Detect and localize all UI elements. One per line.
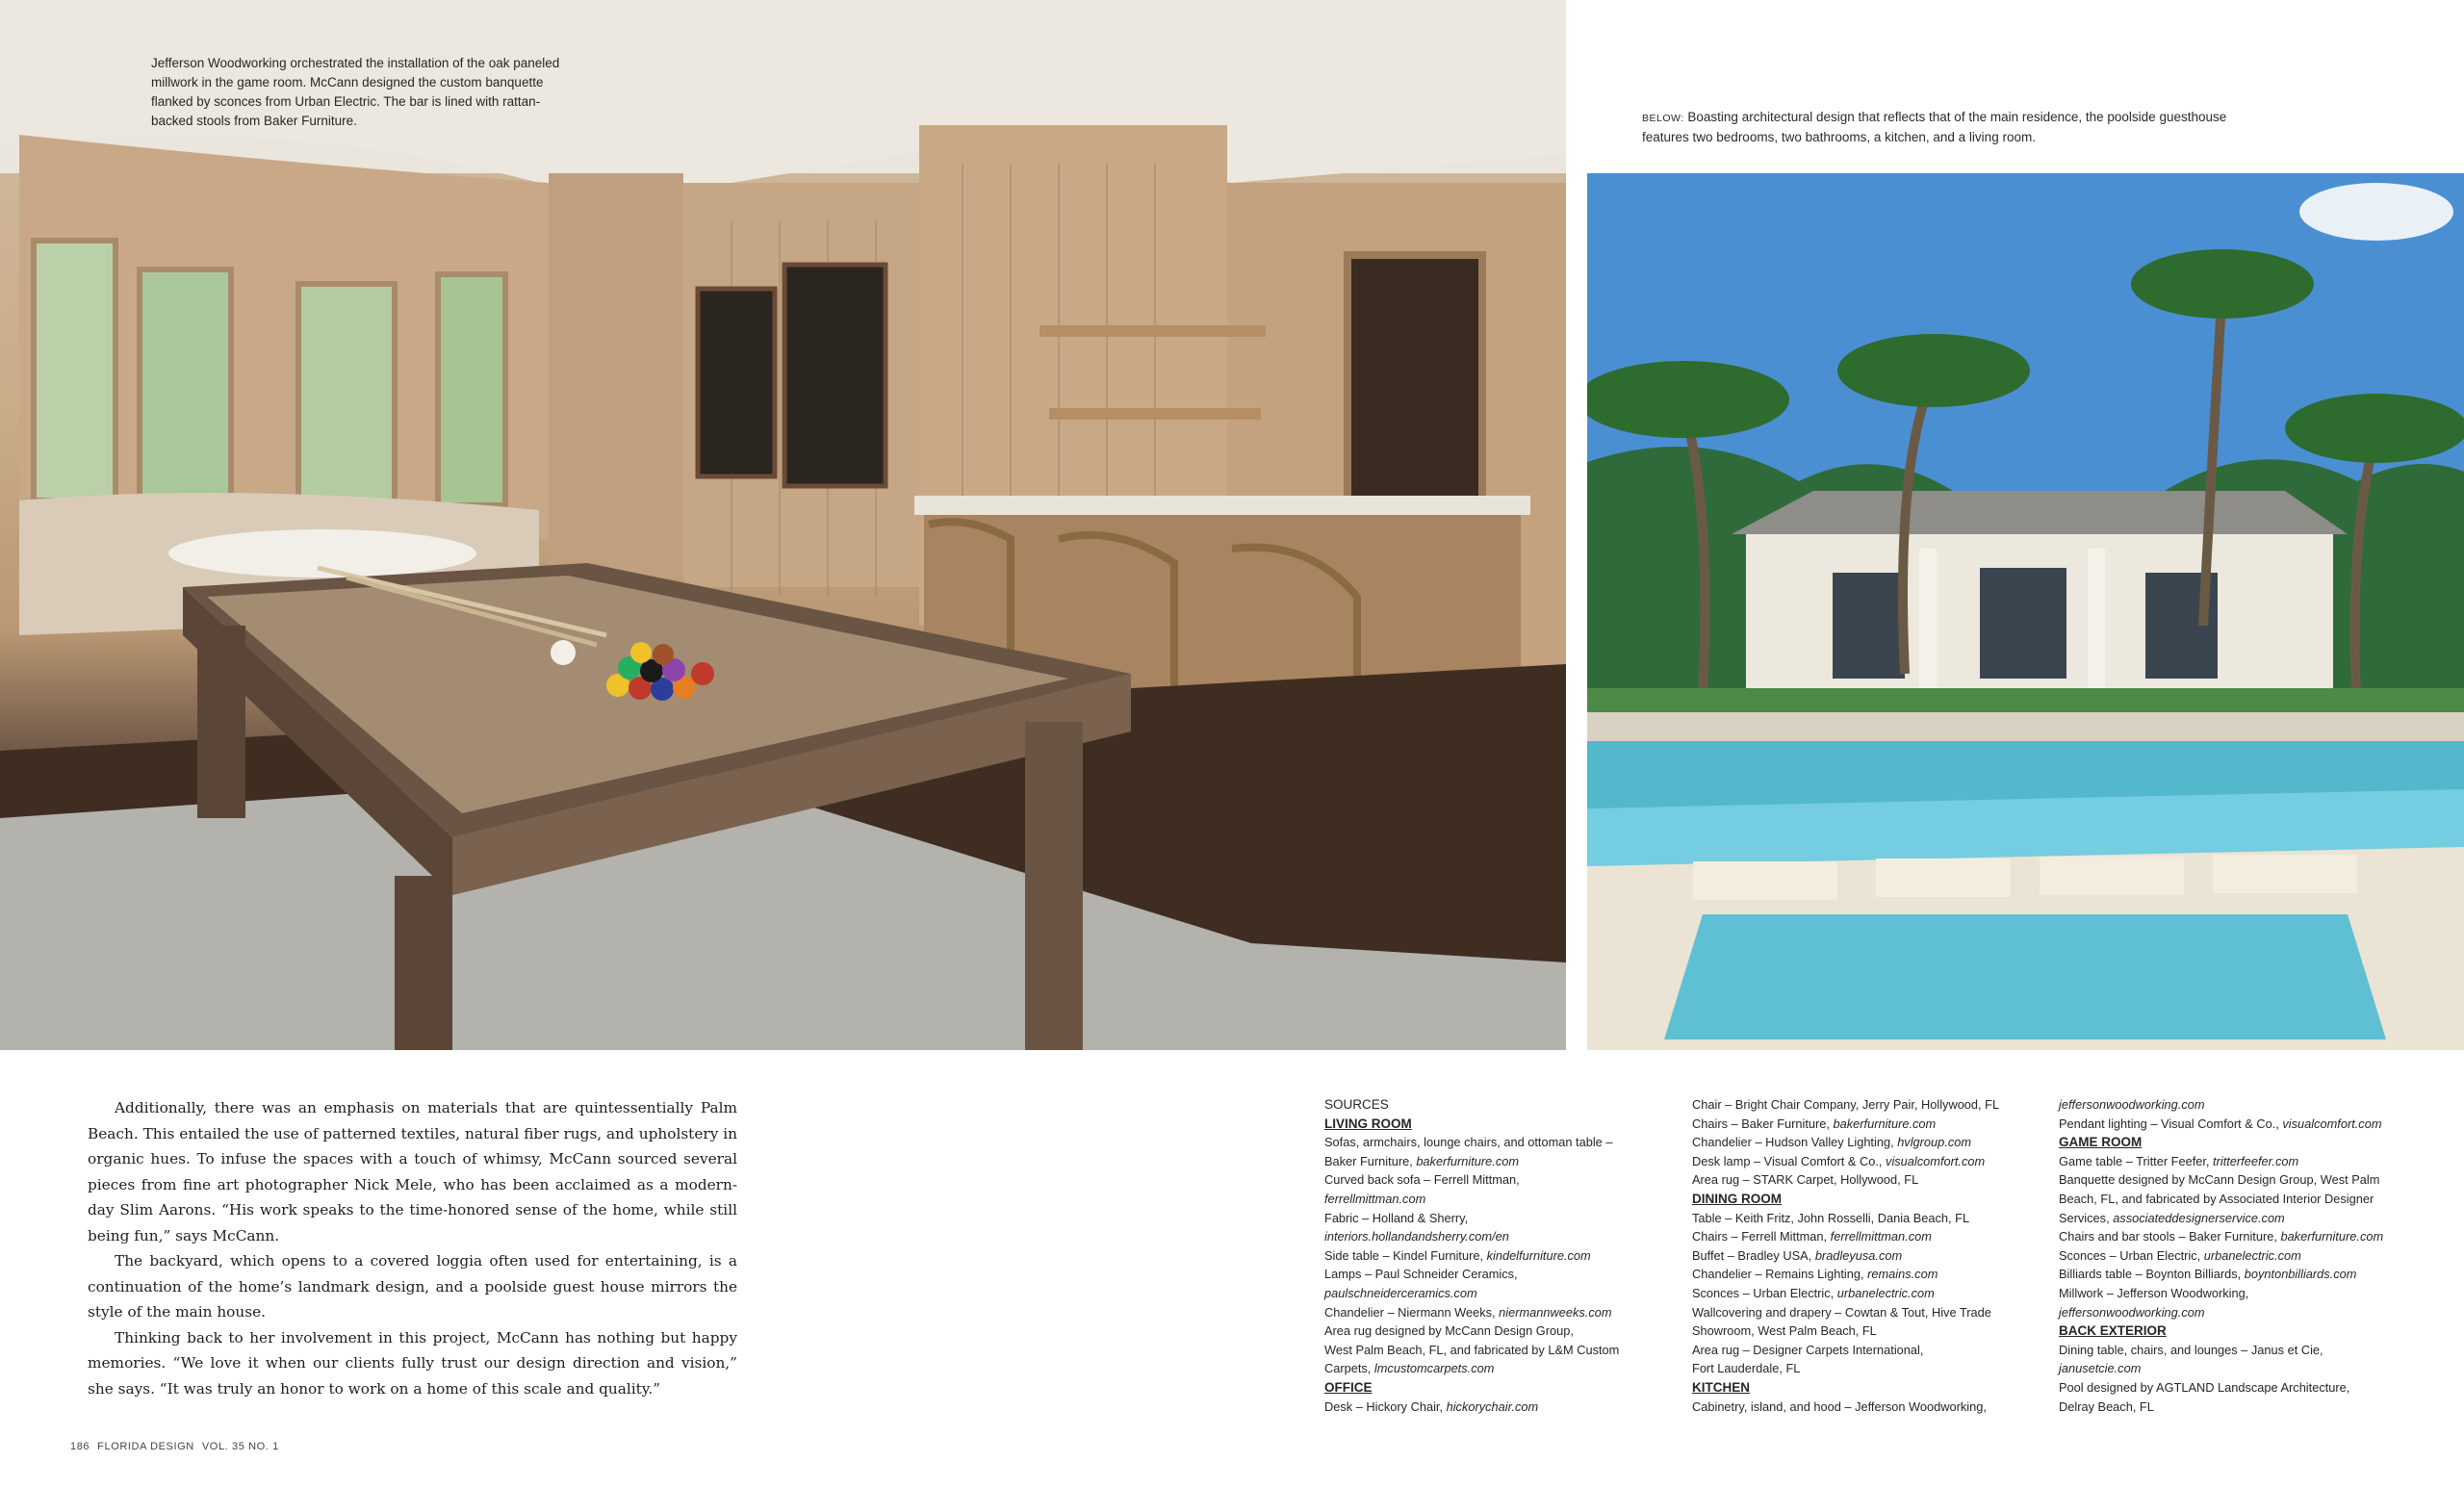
source-website bbox=[1324, 1284, 1652, 1303]
source-entry: Millwork – Jefferson Woodworking, bbox=[2059, 1285, 2249, 1300]
source-website bbox=[2059, 1095, 2444, 1115]
source-entry bbox=[1324, 1246, 1652, 1266]
source-entry: Beach, FL, and fabricated by Associated Interior Designer bbox=[2059, 1191, 2374, 1206]
article-body bbox=[88, 1095, 737, 1401]
source-entry: Pool designed by AGTLAND Landscape Architecture, bbox=[2059, 1379, 2350, 1395]
source-entry-text: Side table – Kindel Furniture, bbox=[1324, 1247, 1487, 1263]
source-entry: Banquette designed by McCann Design Group, West Palm bbox=[2059, 1172, 2380, 1188]
source-entry-text: Desk – Hickory Chair, bbox=[1324, 1398, 1447, 1414]
source-url: jeffersonwoodworking.com bbox=[2059, 1097, 2205, 1112]
source-entry: West Palm Beach, FL, and fabricated by L&M Custom bbox=[1324, 1342, 1620, 1357]
source-section-heading: KITCHEN bbox=[1692, 1379, 1750, 1395]
source-entry-text: Sconces – Urban Electric, bbox=[1692, 1285, 1837, 1300]
source-entry: Dining table, chairs, and lounges – Janus et Cie, bbox=[2059, 1342, 2323, 1357]
source-url: remains.com bbox=[1867, 1267, 1938, 1282]
source-entry-text: Billiards table – Boynton Billiards, bbox=[2059, 1267, 2245, 1282]
source-url: paulschneiderceramics.com bbox=[1324, 1285, 1477, 1300]
source-entry: Fort Lauderdale, FL bbox=[1692, 1361, 1801, 1376]
source-entry: Lamps – Paul Schneider Ceramics, bbox=[1324, 1267, 1518, 1282]
source-entry-text: Services, bbox=[2059, 1210, 2114, 1225]
source-url: hvlgroup.com bbox=[1897, 1135, 1972, 1150]
source-entry bbox=[1324, 1152, 1652, 1171]
page-number: 186 bbox=[70, 1441, 90, 1452]
source-url: urbanelectric.com bbox=[2203, 1247, 2301, 1263]
source-url: visualcomfort.com bbox=[2282, 1116, 2382, 1131]
source-entry-text: Chairs – Ferrell Mittman, bbox=[1692, 1229, 1831, 1244]
source-entry-text: Chairs – Baker Furniture, bbox=[1692, 1116, 1834, 1131]
source-entry bbox=[1324, 1359, 1652, 1378]
page-folio bbox=[70, 1441, 287, 1452]
source-section-heading: LIVING ROOM bbox=[1324, 1116, 1412, 1131]
source-url: bakerfurniture.com bbox=[1416, 1153, 1519, 1168]
source-section-heading: GAME ROOM bbox=[2059, 1135, 2143, 1150]
source-section-heading: BACK EXTERIOR bbox=[2059, 1323, 2167, 1339]
source-entry: Curved back sofa – Ferrell Mittman, bbox=[1324, 1172, 1520, 1188]
source-url: bakerfurniture.com bbox=[2280, 1229, 2384, 1244]
source-entry bbox=[2059, 1246, 2444, 1266]
source-url: bradleyusa.com bbox=[1814, 1247, 1903, 1263]
sources-column-2 bbox=[1692, 1095, 2039, 1416]
source-entry-text: Chandelier – Remains Lighting, bbox=[1692, 1267, 1868, 1282]
source-url: visualcomfort.com bbox=[1886, 1153, 1986, 1168]
body-paragraph: Additionally, there was an emphasis on materials that are quintessentially Palm Beach. This entailed the use of patterned textiles, natural fiber rugs, and upholstery in organic hues. To infuse the spaces with a touch of whimsy, McCann sourced several pieces from fine art photographer Nick Mele, who has been acclaimed as a modern-day Slim Aarons. “His work speaks to the time-honored sense of the home, while still being fun,” says McCann. bbox=[88, 1099, 737, 1244]
source-website bbox=[2059, 1303, 2444, 1322]
sources-column-1 bbox=[1324, 1095, 1652, 1416]
source-entry bbox=[2059, 1115, 2444, 1134]
source-url: tritterfeefer.com bbox=[2213, 1153, 2299, 1168]
game-room-caption: Jefferson Woodworking orchestrated the installation of the oak paneled millwork in the game room. McCann designed the custom banquette flanked by sconces from Urban Electric. The bar is lined with rattan-backed stools from Baker Furniture. bbox=[151, 56, 560, 128]
source-entry: Area rug designed by McCann Design Group, bbox=[1324, 1323, 1574, 1339]
guesthouse-caption-text: Boasting architectural design that reflects that of the main residence, the poolside guesthouse features two bedrooms, two bathrooms, a kitchen, and a living room. bbox=[1642, 110, 2227, 144]
source-url: urbanelectric.com bbox=[1836, 1285, 1935, 1300]
source-entry bbox=[1692, 1227, 2039, 1246]
source-entry-text: Chairs and bar stools – Baker Furniture, bbox=[2059, 1229, 2281, 1244]
source-entry: Delray Beach, FL bbox=[2059, 1398, 2154, 1414]
source-entry bbox=[1692, 1152, 2039, 1171]
source-url: jeffersonwoodworking.com bbox=[2059, 1304, 2205, 1320]
source-entry bbox=[2059, 1152, 2444, 1171]
source-entry: Fabric – Holland & Sherry, bbox=[1324, 1210, 1469, 1225]
source-entry-text: Pendant lighting – Visual Comfort & Co., bbox=[2059, 1116, 2283, 1131]
source-url: ferrellmittman.com bbox=[1830, 1229, 1932, 1244]
source-url: ferrellmittman.com bbox=[1324, 1191, 1426, 1206]
game-room-photo bbox=[0, 0, 1566, 1050]
source-entry bbox=[1692, 1265, 2039, 1284]
source-entry bbox=[1692, 1246, 2039, 1266]
guesthouse-caption bbox=[1642, 108, 2239, 147]
source-url: janusetcie.com bbox=[2059, 1361, 2142, 1376]
source-website bbox=[1324, 1227, 1652, 1246]
source-url: interiors.hollandandsherry.com/en bbox=[1324, 1229, 1509, 1244]
source-entry: Area rug – STARK Carpet, Hollywood, FL bbox=[1692, 1172, 1919, 1188]
source-entry bbox=[1324, 1398, 1652, 1417]
source-url: bakerfurniture.com bbox=[1833, 1116, 1937, 1131]
body-paragraph: The backyard, which opens to a covered loggia often used for entertaining, is a continuation of the home’s landmark design, and a poolside guest house mirrors the style of the main house. bbox=[88, 1252, 737, 1321]
source-entry-text: Buffet – Bradley USA, bbox=[1692, 1247, 1815, 1263]
source-url: associateddesignerservice.com bbox=[2113, 1210, 2285, 1225]
source-entry bbox=[1324, 1303, 1652, 1322]
magazine-name: FLORIDA DESIGN bbox=[97, 1441, 194, 1452]
caption-direction-label: BELOW: bbox=[1642, 113, 1684, 124]
game-room-illustration bbox=[0, 0, 1566, 1050]
source-entry bbox=[2059, 1209, 2444, 1228]
source-url: niermannweeks.com bbox=[1499, 1304, 1612, 1320]
source-entry-text: Game table – Tritter Feefer, bbox=[2059, 1153, 2214, 1168]
source-entry: Table – Keith Fritz, John Rosselli, Dania Beach, FL bbox=[1692, 1210, 1970, 1225]
source-section-heading: OFFICE bbox=[1324, 1379, 1373, 1395]
source-entry bbox=[1692, 1133, 2039, 1152]
source-section-heading: DINING ROOM bbox=[1692, 1191, 1782, 1206]
source-entry bbox=[1692, 1284, 2039, 1303]
source-entry-text: Carpets, bbox=[1324, 1361, 1374, 1376]
source-url: lmcustomcarpets.com bbox=[1373, 1361, 1495, 1376]
source-entry: Sofas, armchairs, lounge chairs, and ottoman table – bbox=[1324, 1135, 1613, 1150]
source-entry: Showroom, West Palm Beach, FL bbox=[1692, 1323, 1877, 1339]
source-entry bbox=[2059, 1265, 2444, 1284]
source-url: kindelfurniture.com bbox=[1486, 1247, 1591, 1263]
source-url: boyntonbilliards.com bbox=[2244, 1267, 2357, 1282]
body-paragraph: Thinking back to her involvement in this project, McCann has nothing but happy memories. “We love it when our clients fully trust our design direction and vision,” she says. “It was truly an honor to work on a home of this scale and quality.” bbox=[88, 1328, 737, 1398]
sources-label: SOURCES bbox=[1324, 1097, 1389, 1112]
source-entry-text: Chandelier – Hudson Valley Lighting, bbox=[1692, 1135, 1898, 1150]
source-entry-text: Chandelier – Niermann Weeks, bbox=[1324, 1304, 1500, 1320]
guesthouse-illustration bbox=[1587, 173, 2464, 1050]
source-entry bbox=[1692, 1115, 2039, 1134]
issue-number: VOL. 35 NO. 1 bbox=[201, 1441, 279, 1452]
source-entry: Wallcovering and drapery – Cowtan & Tout, Hive Trade bbox=[1692, 1304, 1991, 1320]
source-entry bbox=[2059, 1227, 2444, 1246]
source-entry: Chair – Bright Chair Company, Jerry Pair, Hollywood, FL bbox=[1692, 1097, 2000, 1112]
source-entry: Area rug – Designer Carpets International, bbox=[1692, 1342, 1924, 1357]
source-entry-text: Sconces – Urban Electric, bbox=[2059, 1247, 2204, 1263]
source-url: hickorychair.com bbox=[1446, 1398, 1539, 1414]
source-website bbox=[2059, 1359, 2444, 1378]
guesthouse-pool-photo bbox=[1587, 173, 2464, 1050]
source-entry: Cabinetry, island, and hood – Jefferson Woodworking, bbox=[1692, 1398, 1987, 1414]
source-entry-text: Desk lamp – Visual Comfort & Co., bbox=[1692, 1153, 1886, 1168]
sources-column-3 bbox=[2059, 1095, 2444, 1416]
source-entry-text: Baker Furniture, bbox=[1324, 1153, 1417, 1168]
source-website bbox=[1324, 1190, 1652, 1209]
